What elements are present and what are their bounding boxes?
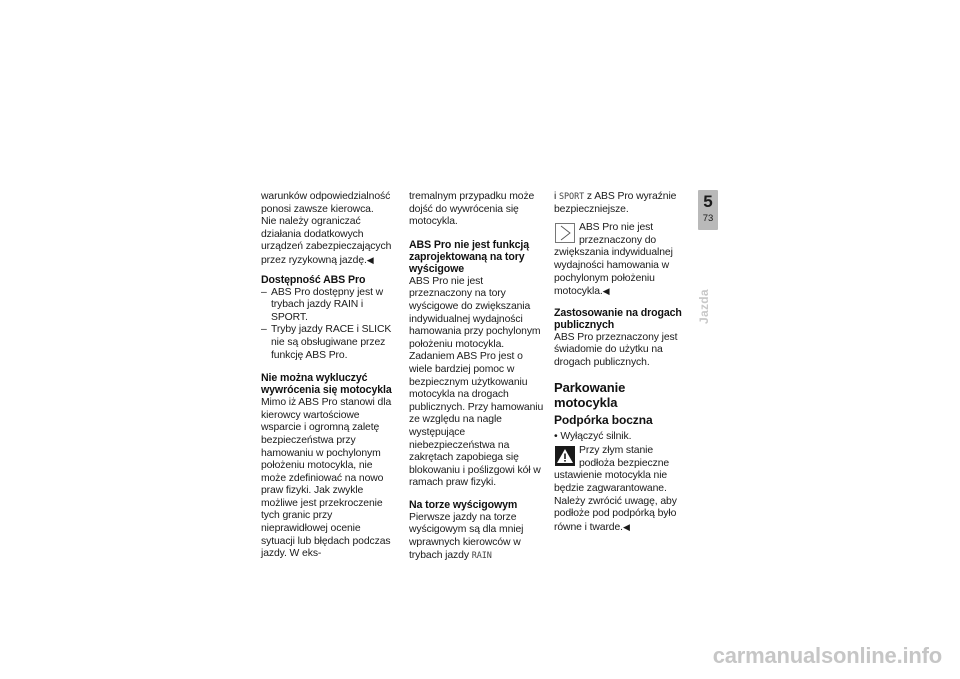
paragraph <box>409 512 545 562</box>
column-3 <box>554 191 690 534</box>
mode-sport: SPORT <box>559 192 585 202</box>
warning-text: Przy złym stanie podłoża bezpieczne ustawienie motocykla nie będzie zagwarantowane. <box>554 445 670 494</box>
end-mark-icon: ◀ <box>366 254 374 265</box>
info-triangle-icon <box>555 223 575 243</box>
list-item: – ABS Pro dostępny jest w trybach jazdy RAIN i SPORT. <box>261 287 397 325</box>
mode-rain: RAIN <box>471 550 492 561</box>
heading-side-stand: Podpórka boczna <box>554 412 653 427</box>
paragraph: ABS Pro przeznaczony jest świadomie do użytku na drogach publicznych. <box>554 331 678 368</box>
paragraph <box>261 216 397 267</box>
paragraph: Mimo iż ABS Pro stanowi dla kierowcy wartościowe wsparcie i ogromną zaletę bezpieczeństwa przy hamowaniu w pochylonym położeniu motocykla, nie może zdefiniować na nowo praw fizyki. Jak zwykle możliwe jest przekroczenie tych granic przy nieprawidłowej ocenie sytuacji lub błędach podczas jazdy. W eks- <box>261 397 392 560</box>
info-note <box>554 222 690 299</box>
chapter-number: 5 <box>703 192 713 211</box>
heading-availability: Dostępność ABS Pro <box>261 273 366 286</box>
list-item <box>554 431 690 444</box>
paragraph: warunków odpowiedzialność ponosi zawsze kierowca. <box>261 191 391 215</box>
list-item-text: Wyłączyć silnik. <box>560 430 632 442</box>
paragraph-text: i <box>554 191 557 202</box>
heading-public-roads: Zastosowanie na drogach publicznych <box>554 306 682 331</box>
paragraph-text: Należy zwrócić uwagę, aby podłoże pod podpórką było równe i twarde. <box>554 495 677 533</box>
note-text: ABS Pro nie jest przeznaczony do zwiększania indywidualnej wydajności hamowania w pochylonym położeniu motocykla. <box>554 222 673 298</box>
end-mark-icon: ◀ <box>622 521 630 532</box>
paragraph-text: z ABS Pro wyraźnie bezpieczniejsze. <box>554 191 677 215</box>
paragraph-text: Pierwsze jazdy na torze wyścigowym są dla mniej wprawnych kierowców w trybach jazdy <box>409 511 524 561</box>
paragraph-text: Nie należy ograniczać działania dodatkowych urządzeń zabezpieczających przez ryzykowną jazdę. <box>261 216 392 266</box>
end-mark-icon: ◀ <box>602 286 610 297</box>
chapter-tab <box>698 190 718 230</box>
list-item: – Tryby jazdy RACE i SLICK nie są obsługiwane przez funkcję ABS Pro. <box>261 324 397 362</box>
heading-exclude: Nie można wykluczyć wywrócenia się motocykla <box>261 372 392 397</box>
heading-track: Na torze wyścigowym <box>409 498 518 511</box>
column-1 <box>261 191 397 561</box>
column-2 <box>409 191 545 562</box>
page-number: 73 <box>702 213 714 224</box>
warning-icon <box>555 446 575 466</box>
heading-not-designed: ABS Pro nie jest funkcją zaprojektowaną na tory wyścigowe <box>409 238 530 275</box>
warning-note <box>554 445 690 495</box>
heading-parking: Parkowanie motocykla <box>554 379 626 410</box>
section-name: Jazda <box>697 289 711 324</box>
paragraph <box>554 191 690 216</box>
paragraph: Zadaniem ABS Pro jest o wiele bardziej pomoc w bezpiecznym użytkowaniu motocykla na drogach publicznych. Przy hamowaniu ze względu na nagle występujące niebezpieczeństwa na zakrętach zapobiega się blokowaniu i poślizgowi kół w ramach praw fizyki. <box>409 351 544 489</box>
watermark: carmanualsonline.info <box>712 643 942 668</box>
paragraph: tremalnym przypadku może dojść do wywrócenia się motocykla. <box>409 191 535 228</box>
bullet-icon: • <box>554 430 561 442</box>
paragraph: ABS Pro nie jest przeznaczony na tory wyścigowe do zwiększania indywidualnej wydajności hamowania przy pochylonym położeniu motocykla. <box>409 275 541 350</box>
paragraph <box>554 496 690 535</box>
chapter-box <box>698 190 718 230</box>
